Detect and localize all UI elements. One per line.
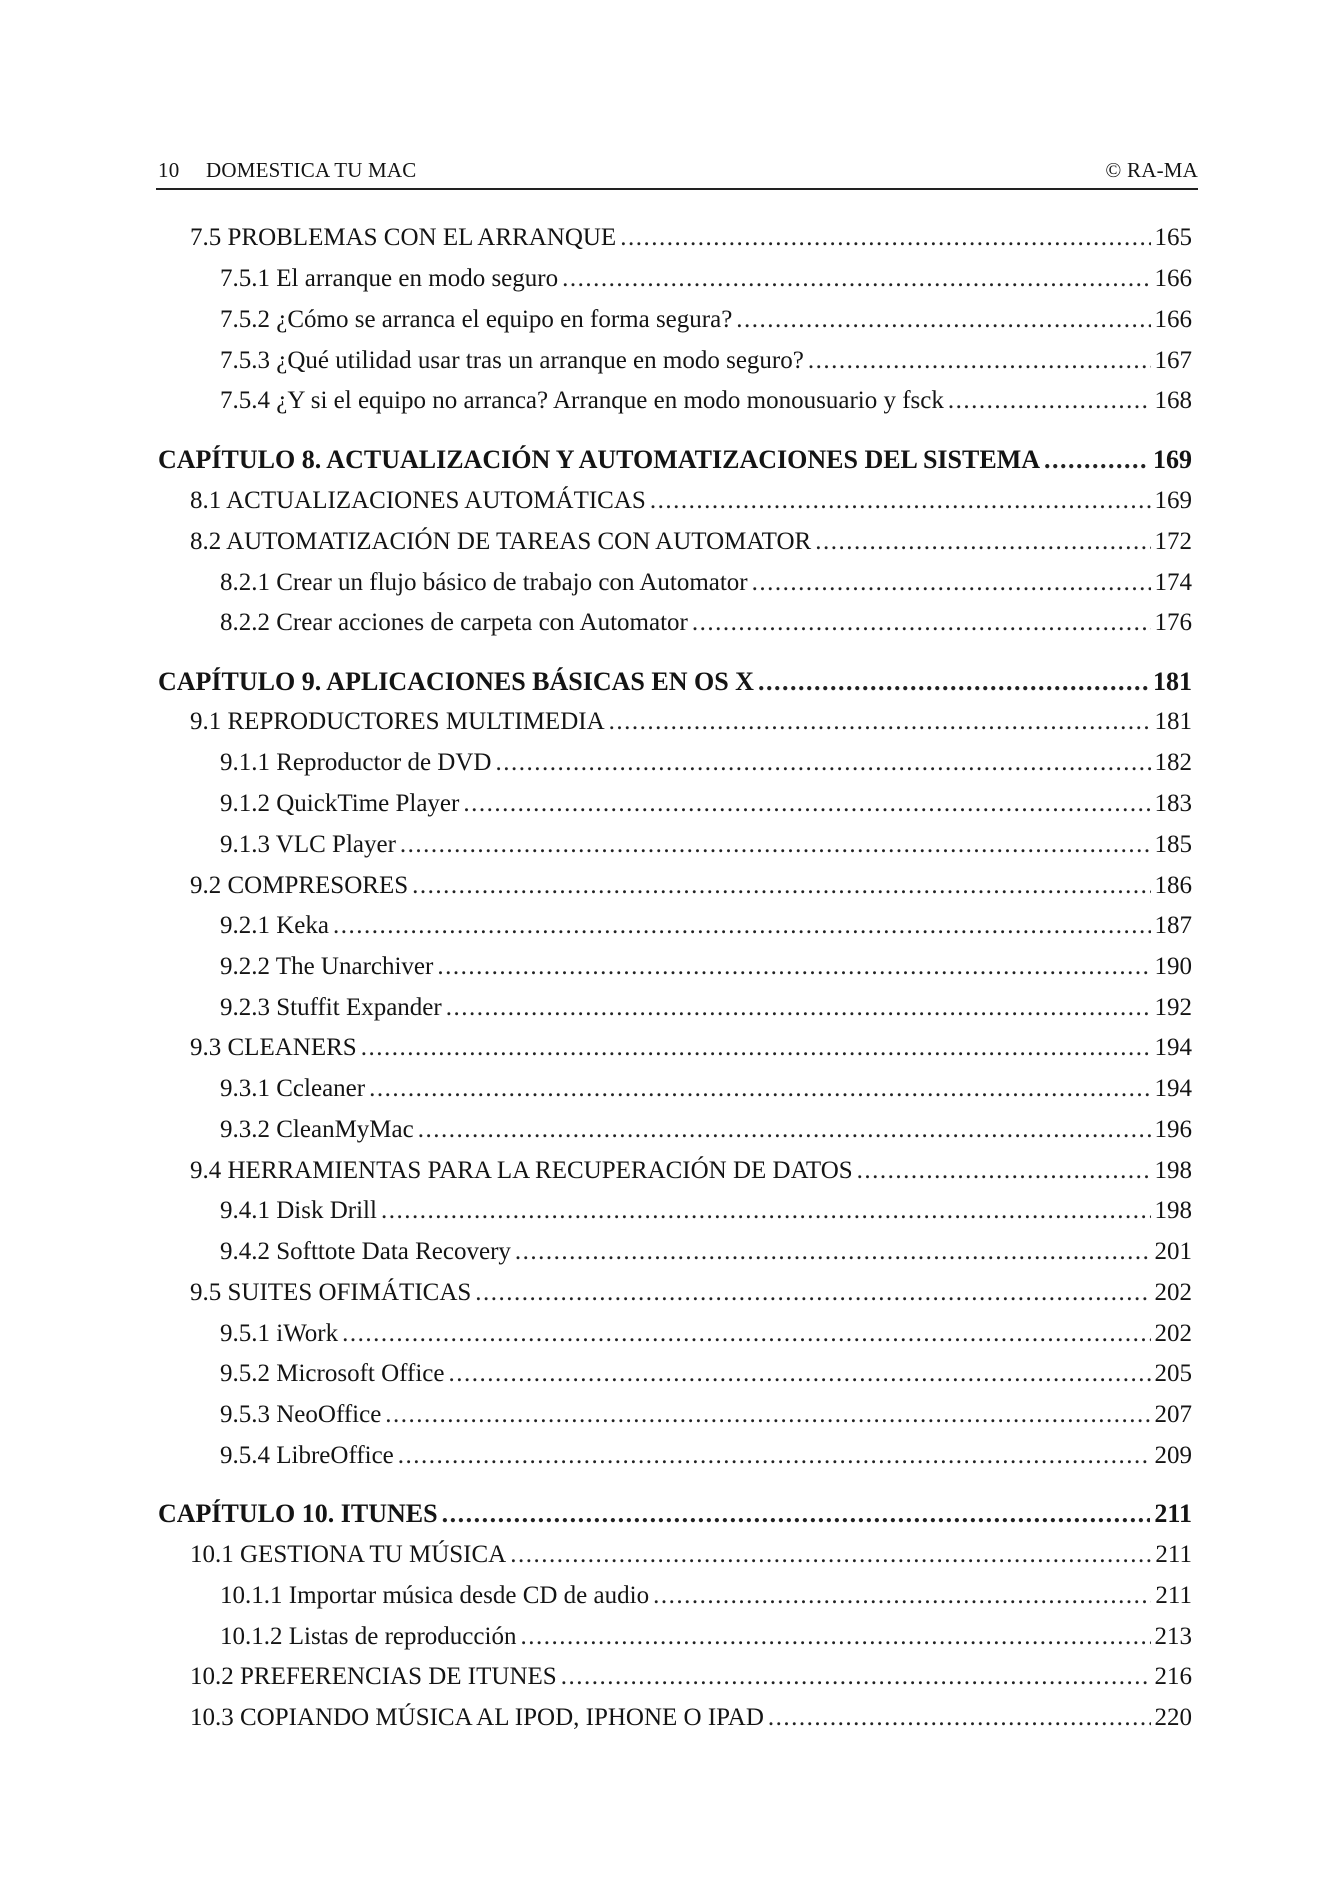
- dot-leader: [609, 706, 1151, 738]
- toc-entry-title: 9.5 SUITES OFIMÁTICAS: [190, 1279, 472, 1306]
- dot-leader: [381, 1195, 1151, 1227]
- toc-entry-title: 7.5.4 ¿Y si el equipo no arranca? Arranque en modo monousuario y fsck: [220, 387, 944, 414]
- toc-entry-title: CAPÍTULO 9. APLICACIONES BÁSICAS EN OS X: [158, 667, 754, 696]
- toc-entry-page: 176: [1154, 609, 1192, 636]
- toc-section-entry: [158, 1155, 1192, 1187]
- toc-entry-title: 9.3.2 CleanMyMac: [220, 1116, 414, 1143]
- page-number: 10: [158, 158, 180, 182]
- toc-entry-page: 201: [1154, 1238, 1192, 1265]
- toc-section-entry: [158, 1195, 1192, 1227]
- toc-chapter-entry: [158, 1498, 1192, 1530]
- running-header: [156, 158, 1198, 190]
- toc-entry-page: 169: [1153, 445, 1192, 474]
- toc-entry-page: 211: [1154, 1499, 1192, 1528]
- dot-leader: [692, 607, 1151, 639]
- dot-leader: [385, 1399, 1150, 1431]
- toc-entry-title: 9.1 REPRODUCTORES MULTIMEDIA: [190, 708, 605, 735]
- dot-leader: [1044, 444, 1149, 476]
- dot-leader: [463, 788, 1150, 820]
- dot-leader: [562, 263, 1150, 295]
- toc-section-entry: [158, 788, 1192, 820]
- toc-section-entry: [158, 1114, 1192, 1146]
- toc-entry-title: 9.5.1 iWork: [220, 1320, 339, 1347]
- dot-leader: [333, 910, 1151, 942]
- toc-entry-title: 9.2.2 The Unarchiver: [220, 953, 434, 980]
- toc-entry-page: 187: [1154, 912, 1192, 939]
- toc-entry-page: 190: [1154, 953, 1192, 980]
- toc-entry-title: 9.3.1 Ccleaner: [220, 1075, 366, 1102]
- toc-entry-page: 194: [1154, 1034, 1192, 1061]
- dot-leader: [948, 385, 1151, 417]
- toc-section-entry: [158, 222, 1192, 254]
- toc-entry-title: 9.1.2 QuickTime Player: [220, 790, 460, 817]
- toc-section-entry: [158, 829, 1192, 861]
- toc-section-entry: [158, 1539, 1192, 1571]
- toc-section-entry: [158, 870, 1192, 902]
- toc-entry-title: 9.1.1 Reproductor de DVD: [220, 749, 492, 776]
- toc-section-entry: [158, 1661, 1192, 1693]
- toc-entry-page: 181: [1154, 708, 1192, 735]
- dot-leader: [475, 1277, 1150, 1309]
- toc-section-entry: [158, 1399, 1192, 1431]
- toc-entry-page: 198: [1154, 1157, 1192, 1184]
- toc-section-entry: [158, 1073, 1192, 1105]
- toc-entry-page: 198: [1154, 1197, 1192, 1224]
- toc-entry-title: 7.5.3 ¿Qué utilidad usar tras un arranque en modo seguro?: [220, 347, 804, 374]
- dot-leader: [418, 1114, 1151, 1146]
- book-title: DOMESTICA TU MAC: [206, 158, 417, 182]
- toc-entry-title: 10.3 COPIANDO MÚSICA AL IPOD, IPHONE O IPAD: [190, 1704, 764, 1731]
- dot-leader: [808, 345, 1151, 377]
- toc-entry-page: 202: [1154, 1279, 1192, 1306]
- dot-leader: [510, 1539, 1151, 1571]
- dot-leader: [752, 567, 1151, 599]
- toc-section-entry: [158, 345, 1192, 377]
- toc-section-entry: [158, 526, 1192, 558]
- toc-entry-page: 205: [1154, 1360, 1192, 1387]
- toc-entry-title: CAPÍTULO 10. ITUNES: [158, 1499, 438, 1528]
- dot-leader: [768, 1702, 1151, 1734]
- toc-section-entry: [158, 485, 1192, 517]
- dot-leader: [650, 485, 1151, 517]
- toc-entry-title: 9.5.4 LibreOffice: [220, 1442, 394, 1469]
- toc-entry-title: 10.1.1 Importar música desde CD de audio: [220, 1582, 650, 1609]
- toc-entry-title: 8.2.2 Crear acciones de carpeta con Automator: [220, 609, 688, 636]
- toc-section-entry: [158, 1580, 1192, 1612]
- toc-entry-page: 168: [1154, 387, 1192, 414]
- toc-entry-page: 186: [1154, 872, 1192, 899]
- toc-section-entry: [158, 1702, 1192, 1734]
- toc-section-entry: [158, 607, 1192, 639]
- toc-entry-page: 196: [1154, 1116, 1192, 1143]
- toc-entry-title: 8.1 ACTUALIZACIONES AUTOMÁTICAS: [190, 487, 646, 514]
- dot-leader: [342, 1318, 1150, 1350]
- toc-entry-title: 8.2 AUTOMATIZACIÓN DE TAREAS CON AUTOMATOR: [190, 528, 812, 555]
- toc-entry-page: 192: [1154, 994, 1192, 1021]
- toc-section-entry: [158, 263, 1192, 295]
- toc-entry-title: 10.1.2 Listas de reproducción: [220, 1623, 517, 1650]
- toc-entry-page: 167: [1154, 347, 1192, 374]
- toc-section-entry: [158, 1318, 1192, 1350]
- toc-entry-page: 185: [1154, 831, 1192, 858]
- toc-section-entry: [158, 706, 1192, 738]
- toc-entry-title: 9.4 HERRAMIENTAS PARA LA RECUPERACIÓN DE DATOS: [190, 1157, 853, 1184]
- toc-section-entry: [158, 951, 1192, 983]
- toc-entry-page: 166: [1154, 306, 1192, 333]
- toc-entry-page: 172: [1154, 528, 1192, 555]
- toc-entry-page: 211: [1155, 1582, 1192, 1609]
- dot-leader: [561, 1661, 1151, 1693]
- dot-leader: [520, 1621, 1150, 1653]
- toc-section-entry: [158, 567, 1192, 599]
- toc-section-entry: [158, 304, 1192, 336]
- toc-entry-title: 9.2.3 Stuffit Expander: [220, 994, 442, 1021]
- toc-entry-page: 207: [1154, 1401, 1192, 1428]
- toc-entry-page: 209: [1154, 1442, 1192, 1469]
- toc-entry-title: 9.5.2 Microsoft Office: [220, 1360, 445, 1387]
- toc-entry-page: 220: [1154, 1704, 1192, 1731]
- dot-leader: [442, 1498, 1151, 1530]
- toc-section-entry: [158, 1236, 1192, 1268]
- dot-leader: [653, 1580, 1151, 1612]
- dot-leader: [400, 829, 1151, 861]
- dot-leader: [815, 526, 1150, 558]
- dot-leader: [446, 992, 1151, 1024]
- toc-entry-title: 9.3 CLEANERS: [190, 1034, 357, 1061]
- dot-leader: [857, 1155, 1151, 1187]
- toc-entry-page: 211: [1155, 1541, 1192, 1568]
- toc-entry-title: 9.2.1 Keka: [220, 912, 329, 939]
- dot-leader: [437, 951, 1150, 983]
- toc-entry-page: 169: [1154, 487, 1192, 514]
- toc-section-entry: [158, 1277, 1192, 1309]
- toc-entry-title: 9.2 COMPRESORES: [190, 872, 409, 899]
- dot-leader: [495, 747, 1150, 779]
- toc-entry-page: 194: [1154, 1075, 1192, 1102]
- toc-entry-title: 7.5.1 El arranque en modo seguro: [220, 265, 559, 292]
- toc-entry-page: 202: [1154, 1320, 1192, 1347]
- toc-entry-title: 9.5.3 NeoOffice: [220, 1401, 382, 1428]
- dot-leader: [412, 870, 1150, 902]
- toc-entry-page: 165: [1154, 224, 1192, 251]
- toc-entry-page: 183: [1154, 790, 1192, 817]
- toc-section-entry: [158, 1358, 1192, 1390]
- dot-leader: [736, 304, 1150, 336]
- toc-entry-title: 10.1 GESTIONA TU MÚSICA: [190, 1541, 507, 1568]
- toc-entry-page: 181: [1153, 667, 1192, 696]
- toc-entry-title: 10.2 PREFERENCIAS DE ITUNES: [190, 1663, 557, 1690]
- dot-leader: [758, 666, 1149, 698]
- publisher: © RA-MA: [1105, 158, 1198, 182]
- toc-section-entry: [158, 1621, 1192, 1653]
- toc-section-entry: [158, 910, 1192, 942]
- toc-section-entry: [158, 747, 1192, 779]
- toc-entry-title: 7.5.2 ¿Cómo se arranca el equipo en forma segura?: [220, 306, 733, 333]
- toc-entry-title: 9.1.3 VLC Player: [220, 831, 396, 858]
- dot-leader: [398, 1440, 1151, 1472]
- toc-chapter-entry: [158, 666, 1192, 698]
- dot-leader: [449, 1358, 1151, 1390]
- toc-entry-title: 9.4.2 Softtote Data Recovery: [220, 1238, 511, 1265]
- dot-leader: [620, 222, 1150, 254]
- toc-entry-title: 8.2.1 Crear un flujo básico de trabajo con Automator: [220, 569, 748, 596]
- toc-section-entry: [158, 1440, 1192, 1472]
- toc-section-entry: [158, 1032, 1192, 1064]
- toc-entry-page: 216: [1154, 1663, 1192, 1690]
- toc-section-entry: [158, 992, 1192, 1024]
- dot-leader: [369, 1073, 1150, 1105]
- toc-entry-title: CAPÍTULO 8. ACTUALIZACIÓN Y AUTOMATIZACIONES DEL SISTEMA: [158, 445, 1041, 474]
- dot-leader: [515, 1236, 1151, 1268]
- toc-entry-title: 9.4.1 Disk Drill: [220, 1197, 377, 1224]
- toc-entry-page: 182: [1154, 749, 1192, 776]
- toc-entry-page: 166: [1154, 265, 1192, 292]
- toc-entry-page: 213: [1154, 1623, 1192, 1650]
- toc-entry-title: 7.5 PROBLEMAS CON EL ARRANQUE: [190, 224, 617, 251]
- toc-chapter-entry: [158, 444, 1192, 476]
- dot-leader: [361, 1032, 1151, 1064]
- toc-section-entry: [158, 385, 1192, 417]
- toc-entry-page: 174: [1154, 569, 1192, 596]
